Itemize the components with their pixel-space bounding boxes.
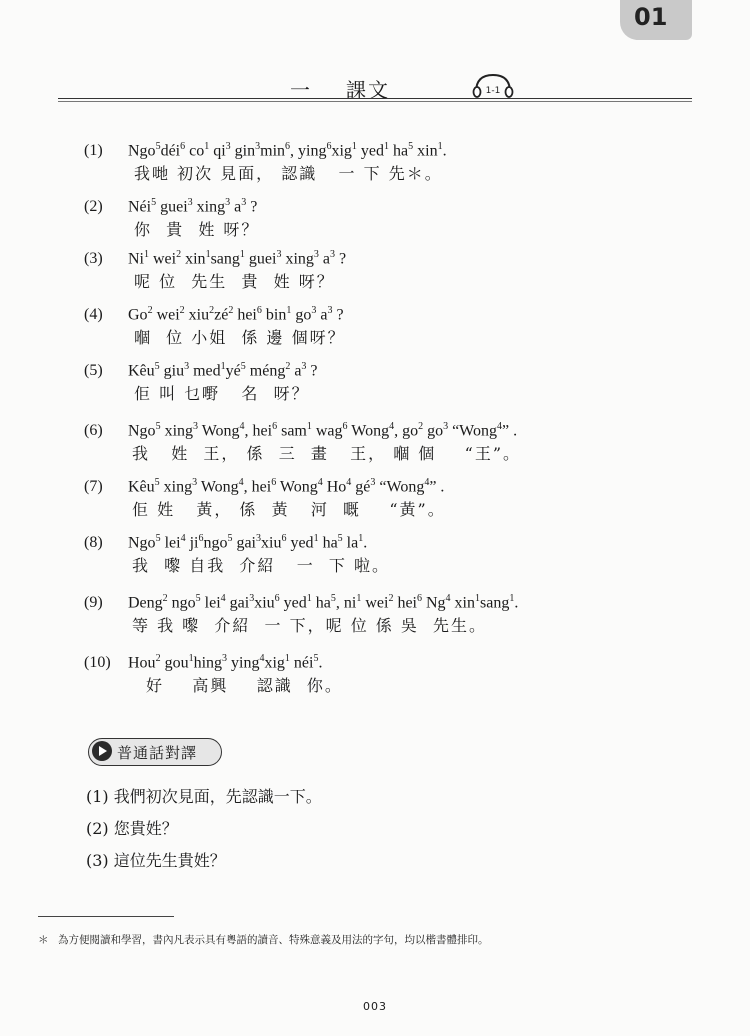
tone-number: 2: [179, 305, 185, 316]
tone-number: 6: [326, 141, 332, 152]
hanzi-line: 我 姓 王， 係 三 畫 王， 嗰 個 “王”。: [132, 444, 521, 463]
translation-number: (2): [86, 819, 109, 838]
sentence-number: (7): [84, 478, 103, 496]
sentence: [84, 356, 704, 403]
tone-number: 1: [437, 141, 443, 152]
tone-number: 2: [209, 305, 215, 316]
tone-number: 4: [317, 477, 323, 488]
tone-number: 1: [204, 141, 210, 152]
tone-number: 3: [313, 249, 319, 260]
sentence: [84, 192, 704, 239]
tone-number: 3: [241, 197, 247, 208]
tone-number: 5: [227, 533, 233, 544]
translation-item: [86, 848, 226, 871]
tone-number: 1: [384, 141, 390, 152]
sentence-number: (10): [84, 654, 111, 672]
tone-number: 1: [144, 249, 149, 260]
jyutping-line: (2) Néi$^5$ guei$^3$ xing$^3$ $a^3$ ?: [84, 192, 704, 218]
tone-number: 4: [496, 421, 502, 432]
tone-number: 5: [240, 361, 246, 372]
play-icon: [92, 741, 112, 761]
sentence-number: (8): [84, 534, 103, 552]
tone-number: 1: [239, 249, 245, 260]
tone-number: 5: [154, 477, 160, 488]
tone-number: 5: [195, 593, 201, 604]
sentence-number: (4): [84, 306, 103, 324]
tone-number: 2: [418, 421, 424, 432]
tone-number: 1: [188, 653, 194, 664]
tone-number: 2: [147, 305, 153, 316]
hanzi-line: 好 高興 認識 你。: [146, 676, 343, 695]
tone-number: 4: [220, 593, 226, 604]
sentence-number: (5): [84, 362, 103, 380]
tone-number: 3: [256, 533, 261, 544]
tone-number: 4: [424, 477, 430, 488]
jyutping-line: (4) Go$^2$ wei$^2$ $xiu^2zé^2$ hei$^6$ bin$^1$ $go^3$ $a^3$ ?: [84, 300, 704, 326]
tone-number: 6: [256, 305, 262, 316]
tone-number: 4: [238, 477, 244, 488]
tone-number: 6: [272, 421, 278, 432]
sentence-number: (9): [84, 594, 103, 612]
tone-number: 3: [193, 421, 199, 432]
tone-number: 3: [330, 249, 335, 260]
tone-number: 3: [311, 305, 317, 316]
tone-number: 5: [408, 141, 414, 152]
tone-number: 3: [225, 197, 231, 208]
tone-number: 2: [155, 653, 161, 664]
sentence: [84, 300, 704, 347]
tone-number: 3: [443, 421, 449, 432]
tone-number: 6: [274, 593, 280, 604]
tone-number: 5: [151, 197, 157, 208]
tone-number: 3: [222, 653, 228, 664]
tone-number: 3: [184, 361, 190, 372]
tone-number: 3: [187, 197, 193, 208]
tone-number: 1: [286, 305, 292, 316]
translation-text: 我們初次見面，先認識一下。: [113, 787, 322, 806]
tone-number: 1: [313, 533, 319, 544]
tone-number: 5: [154, 361, 160, 372]
tone-number: 5: [155, 533, 161, 544]
sentence-number: (6): [84, 422, 103, 440]
sentence: [84, 528, 704, 575]
tone-number: 5: [155, 141, 161, 152]
translation-text: 您貴姓？: [113, 819, 178, 838]
sentence: [84, 648, 704, 695]
tone-number: 6: [342, 421, 348, 432]
tone-number: 6: [416, 593, 422, 604]
tone-number: 4: [445, 593, 451, 604]
jyutping-line: (5) Kêu$^5$ giu$^3$ $med^1yé^5$ méng$^2$ $a^3$ ?: [84, 356, 704, 382]
tone-number: 3: [192, 477, 198, 488]
page-number: 003: [363, 1000, 387, 1013]
sentence-number: (2): [84, 198, 103, 216]
sentence: [84, 416, 704, 463]
tone-number: 3: [255, 141, 261, 152]
tone-number: 2: [388, 593, 394, 604]
tone-number: 3: [249, 593, 255, 604]
tone-number: 2: [228, 305, 234, 316]
tone-number: 1: [356, 593, 362, 604]
jyutping-line: (10) Hou$^2$ gou$^1$hing$^3$ ying$^4$xig$^1$ néi$^5$.: [84, 648, 704, 674]
jyutping-line: (1) Ngo$^5$déi$^6$ $co^1$ $qi^3$ $gin^3\min^6$, ying$^6$xig$^1$ yed$^1$ $ha^5$ xin$^1$.: [84, 136, 704, 162]
tone-number: 5: [330, 593, 336, 604]
tone-number: 1: [509, 593, 515, 604]
header-rule-thin: [58, 101, 692, 102]
sentence: [84, 136, 704, 183]
hanzi-line: 我哋 初次 見面， 認識 一 下 先＊。: [134, 164, 443, 183]
tone-number: 5: [337, 533, 343, 544]
hanzi-line: 你 貴 姓 呀？: [134, 220, 260, 239]
tone-number: 1: [351, 141, 357, 152]
section-title: 課文: [346, 78, 390, 102]
tone-number: 1: [205, 249, 211, 260]
tone-number: 1: [306, 593, 312, 604]
translation-text: 這位先生貴姓？: [113, 851, 226, 870]
footnote-text: 為方便閱讀和學習，書內凡表示具有粵語的讀音、特殊意義及用法的字句，均以楷書體排印。: [58, 934, 489, 946]
translation-number: (3): [86, 851, 109, 870]
tone-number: 4: [346, 477, 352, 488]
tone-number: 2: [176, 249, 182, 260]
hanzi-line: 我 嚟 自我 介紹 一 下 啦。: [132, 556, 390, 575]
tone-number: 3: [301, 361, 307, 372]
tone-number: 5: [155, 421, 161, 432]
tone-number: 1: [284, 653, 290, 664]
footnote-mark: ＊: [38, 934, 49, 946]
header-rule: [58, 98, 692, 99]
chapter-number: 01: [634, 3, 668, 31]
headphone-icon: [471, 72, 515, 98]
sentence: [84, 588, 704, 635]
hanzi-line: 呢 位 先生 貴 姓 呀？: [134, 272, 335, 291]
tone-number: 6: [281, 533, 287, 544]
tone-number: 4: [239, 421, 245, 432]
tone-number: 5: [313, 653, 319, 664]
jyutping-line: (3) Ni$^1$ wei$^2$ xin$^1$sang$^1$ guei$^3$ xing$^3$ $a^3$ ?: [84, 244, 704, 270]
section-badge-label: 普通話對譯: [117, 744, 198, 762]
tone-number: 3: [370, 477, 376, 488]
tone-number: 1: [358, 533, 364, 544]
tone-number: 4: [389, 421, 395, 432]
translation-item: [86, 784, 322, 807]
tone-number: 6: [285, 141, 291, 152]
tone-number: 3: [327, 305, 333, 316]
tone-number: 4: [180, 533, 186, 544]
sentence: [84, 244, 704, 291]
sentence-number: (3): [84, 250, 103, 268]
jyutping-line: (7) Kêu$^5$ xing$^3$ Wong$^4$, hei$^6$ Wong$^4$ Ho$^4$ $gé^3$ “Wong$^4$” .: [84, 472, 704, 498]
tone-number: 4: [259, 653, 265, 664]
jyutping-line: (6) Ngo$^5$ xing$^3$ Wong$^4$, hei$^6$ sam$^1$ wag$^6$ Wong$^4$, $go^2$ $go^3$ “Wong$^4$” .: [84, 416, 704, 442]
section-badge: [88, 738, 222, 766]
tone-number: 1: [220, 361, 226, 372]
sentence-number: (1): [84, 142, 103, 160]
tone-number: 2: [162, 593, 168, 604]
tone-number: 2: [285, 361, 291, 372]
hanzi-line: 佢 叫 乜嘢 名 呀？: [134, 384, 310, 403]
track-number: 1-1: [485, 86, 501, 96]
tone-number: 1: [306, 421, 312, 432]
hanzi-line: 佢 姓 黃， 係 黃 河 嘅 “黃”。: [132, 500, 446, 519]
translation-number: (1): [86, 787, 109, 806]
tone-number: 6: [180, 141, 186, 152]
footnote-rule: [38, 916, 174, 917]
section-number: 一: [290, 78, 312, 102]
tone-number: 6: [271, 477, 277, 488]
tone-number: 6: [198, 533, 204, 544]
hanzi-line: 等 我 嚟 介紹 一 下，呢 位 係 吳 先生。: [132, 616, 488, 635]
jyutping-line: (8) Ngo$^5$ lei$^4$ $ji^6ngo^5$ gai$^3$xiu$^6$ yed$^1$ $ha^5$ $la^1$.: [84, 528, 704, 554]
tone-number: 3: [225, 141, 231, 152]
jyutping-line: (9) Deng$^2$ ngo$^5$ lei$^4$ gai$^3$xiu$^6$ yed$^1$ $ha^5$, $ni^1$ wei$^2$ hei$^6$ Ng$^4$ xin$^1$sang$^1$.: [84, 588, 704, 614]
sentence: [84, 472, 704, 519]
translation-item: [86, 816, 178, 839]
tone-number: 3: [276, 249, 282, 260]
hanzi-line: 嗰 位 小姐 係 邊 個呀？: [134, 328, 346, 347]
chapter-tab: [620, 0, 692, 40]
tone-number: 1: [475, 593, 480, 604]
footnote: [38, 932, 489, 947]
